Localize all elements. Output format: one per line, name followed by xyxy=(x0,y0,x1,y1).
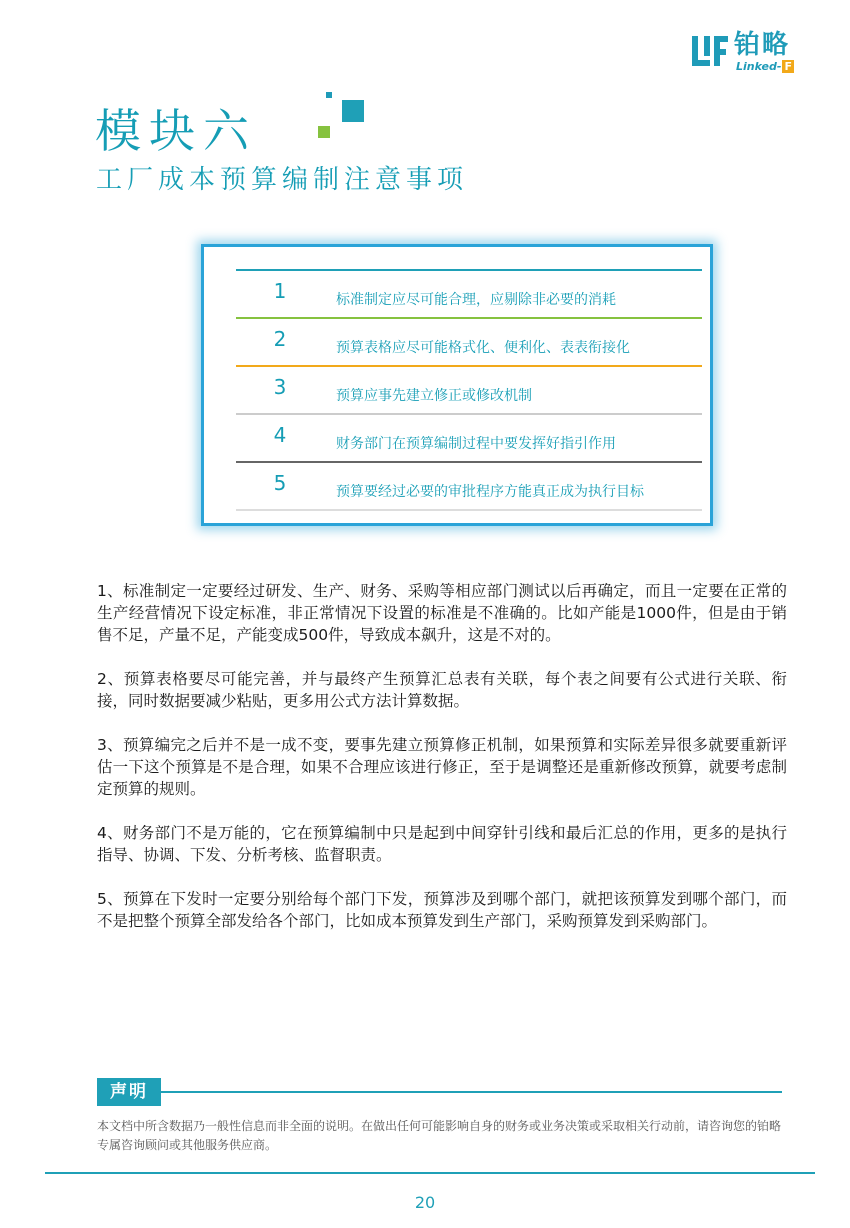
row-text: 预算要经过必要的审批程序方能真正成为执行目标 xyxy=(336,484,644,500)
logo-chinese-name: 铂略 xyxy=(734,30,791,60)
decorative-squares xyxy=(318,92,366,142)
row-text: 预算表格应尽可能格式化、便利化、表表衔接化 xyxy=(336,340,630,356)
summary-table xyxy=(236,269,702,511)
disclaimer-text: 本文档中所含数据乃一般性信息而非全面的说明。在做出任何可能影响自身的财务或业务决策或采取相关行动前，请咨询您的铂略专属咨询顾问或其他服务供应商。 xyxy=(97,1119,782,1152)
paragraph: 1、标准制定一定要经过研发、生产、财务、采购等相应部门测试以后再确定，而且一定要在正常的生产经营情况下设定标准，非正常情况下设置的标准是不准确的。比如产能是1000件，但是由于销售不足，产量不足，产能变成500件，导致成本飙升，这是不对的。 xyxy=(97,582,787,644)
logo-f-badge: F xyxy=(784,60,792,73)
page-number: 20 xyxy=(414,1193,436,1212)
row-number: 4 xyxy=(273,423,287,447)
footer-rule xyxy=(45,1172,815,1174)
body-content xyxy=(97,580,787,954)
paragraph: 2、预算表格要尽可能完善，并与最终产生预算汇总表有关联，每个表之间要有公式进行关联、衔接，同时数据要减少粘贴，更多用公式方法计算数据。 xyxy=(97,670,787,710)
row-text: 财务部门在预算编制过程中要发挥好指引作用 xyxy=(336,436,616,452)
linked-f-logo-icon xyxy=(690,32,730,72)
paragraph: 5、预算在下发时一定要分别给每个部门下发，预算涉及到哪个部门，就把该预算发到哪个部门，而不是把整个预算全部发给各个部门，比如成本预算发到生产部门，采购预算发到采购部门。 xyxy=(97,890,787,930)
disclaimer-heading: 声明 xyxy=(97,1078,161,1106)
row-number: 2 xyxy=(273,327,287,351)
row-number: 5 xyxy=(273,471,287,495)
module-title: 模块六 xyxy=(95,104,257,158)
table-row xyxy=(236,319,702,367)
brand-logo xyxy=(690,30,820,76)
row-divider xyxy=(236,509,702,511)
table-row xyxy=(236,463,702,511)
table-row xyxy=(236,367,702,415)
summary-frame xyxy=(195,238,715,528)
paragraph: 3、预算编完之后并不是一成不变，要事先建立预算修正机制，如果预算和实际差异很多就要重新评估一下这个预算是不是合理，如果不合理应该进行修正，至于是调整还是重新修改预算，就要考虑制定预算的规则。 xyxy=(97,736,787,798)
disclaimer-rule xyxy=(97,1091,782,1093)
row-number: 1 xyxy=(273,279,287,303)
row-text: 预算应事先建立修正或修改机制 xyxy=(336,388,532,404)
logo-english-name: Linked- F xyxy=(736,60,792,73)
paragraph: 4、财务部门不是万能的，它在预算编制中只是起到中间穿针引线和最后汇总的作用，更多的是执行指导、协调、下发、分析考核、监督职责。 xyxy=(97,824,787,864)
module-subtitle: 工厂成本预算编制注意事项 xyxy=(96,165,469,195)
row-number: 3 xyxy=(273,375,287,399)
table-row xyxy=(236,415,702,463)
table-row xyxy=(236,271,702,319)
row-text: 标准制定应尽可能合理，应剔除非必要的消耗 xyxy=(336,292,616,308)
